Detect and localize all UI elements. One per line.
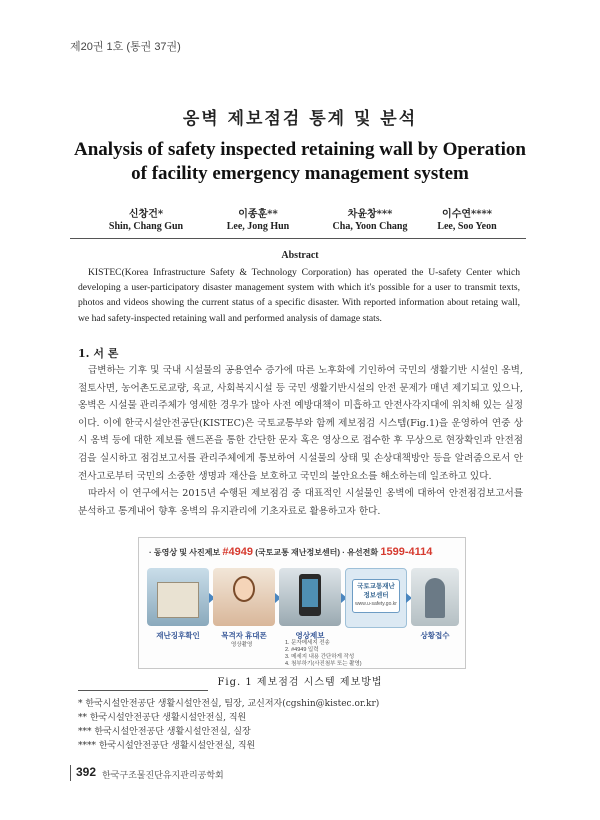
footnote: * 한국시설안전공단 생활시설안전실, 팀장, 교신저자(cgshin@kistec.or.kr) (78, 699, 380, 709)
author-1 (96, 205, 196, 232)
author-en: Shin, Chang Gun (108, 221, 184, 232)
building-image (147, 568, 209, 626)
figure-1 (138, 537, 466, 669)
author-2 (208, 205, 308, 232)
footnote: *** 한국시설안전공단 생활시설안전실, 실장 (78, 727, 251, 737)
paragraph: 따라서 이 연구에서는 2015년 수행된 제보점검 중 대표적인 시설물인 옹벽에 대하여 안전점검보고서를 분석하고 통계내어 향후 옹벽의 유지관리에 기초자료로 활용하고자 한다. (78, 488, 523, 517)
phone-image (279, 568, 341, 626)
author-ko: 이종훈** (238, 209, 278, 220)
building-icon (157, 582, 199, 618)
witness-image (213, 568, 275, 626)
figure-lead: · 동영상 및 사진제보 (149, 548, 221, 557)
figure-header-text (149, 546, 432, 558)
footer-bar (70, 765, 71, 781)
author-en: Cha, Yoon Chang (332, 221, 408, 232)
author-ko: 차윤창*** (347, 209, 393, 220)
author-en: Lee, Soo Yeon (437, 221, 497, 232)
inspector-image (411, 568, 459, 626)
figure-center-name: (국토교통 재난정보센터) (255, 548, 341, 557)
center-box (352, 579, 400, 613)
figure-label: 목격자 휴대폰 (221, 631, 267, 640)
inspector-icon (425, 578, 445, 618)
person-icon (233, 576, 255, 602)
journal-info: 제20권 1호 (통권 37권) (70, 41, 181, 53)
section-body (78, 362, 523, 520)
figure-caption: Fig. 1 제보점검 시스템 제보방법 (217, 677, 383, 688)
footnote: **** 한국시설안전공단 생활시설안전실, 직원 (78, 741, 256, 751)
author-en: Lee, Jong Hun (226, 221, 290, 232)
abstract-text: KISTEC(Korea Infrastructure Safety & Technology Corporation) has operated the U-safety Center which developing a user-participatory disaster management system with which it's possible for a user to transmit texts, photos and videos showing the current status of a specific disaster. With reported information about retaing wall, we had safety-inspected retaining wall and performed analysis of damage stats. (78, 267, 520, 324)
figure-phone-lead: · 유선전화 (342, 548, 379, 557)
title-divider (70, 238, 526, 239)
figure-step: 1. 문자메세지 전송 (285, 640, 330, 646)
korean-title: 옹벽 제보점검 통계 및 분석 (182, 109, 418, 129)
author-4 (412, 205, 522, 232)
footnotes (78, 697, 379, 753)
footnote-divider (78, 690, 208, 691)
center-panel (345, 568, 407, 628)
abstract-heading: Abstract (281, 250, 319, 261)
society-name: 한국구조물진단유지관리공학회 (102, 770, 224, 780)
section-heading: 1. 서 론 (78, 347, 119, 360)
center-line1: 국토교통재난 (357, 583, 395, 590)
footnote: ** 한국시설안전공단 생활시설안전실, 직원 (78, 713, 247, 723)
paragraph: 급변하는 기후 및 국내 시설물의 공용연수 증가에 따른 노후화에 기인하여 국민의 생활기반 시설인 옹벽, 절토사면, 농어촌도로교량, 육교, 사회복지시설 등 국민 생활기반시설의 안전 문제가 매년 제기되고 있으나, 옹벽은 시설물 관리주체가 영세한 경우가 많아 사전 예방대책이 미흡하고 안전사각지대에 위치해 있는 실정이다. 이에 한국시설안전공단(KISTEC)은 국토교통부와 함께 제보점검 시스템(Fig.1)을 운영하여 연중 상시 옹벽 등에 대한 제보를 핸드폰을 통한 간단한 문자 혹은 영상으로 접수한 후 무상으로 현장확인과 안전점검을 실시하고 점검보고서를 관리주체에게 통보하여 시설물의 상태 및 손상대책방안 등을 알려줌으로서 안전사고로부터 국민의 소중한 생명과 재산을 보호하고 국민의 불안요소를 해소하는데 일조하고 있다. (78, 365, 523, 482)
author-3 (320, 205, 420, 232)
figure-number: #4949 (222, 546, 253, 558)
center-url: www.u-safety.go.kr (355, 601, 397, 607)
phone-icon (299, 574, 321, 616)
figure-step: 3. 메세지 내용 간단하게 작성 (285, 654, 355, 660)
figure-step: 4. 첨부하기(사진첨부 또는 촬영) (285, 661, 362, 667)
figure-phone: 1599-4114 (380, 546, 433, 558)
figure-step: 2. #4949 입력 (285, 647, 319, 653)
figure-label: 영상제보 (295, 631, 325, 640)
author-ko: 이수연**** (442, 209, 492, 220)
figure-label: 재난징후확인 (156, 631, 200, 640)
figure-sub-photo: 영상촬영 (231, 642, 253, 648)
figure-label: 상황접수 (420, 631, 450, 640)
english-title: Analysis of safety inspected retaining wall by Operation of facility emergency management system (74, 139, 526, 184)
page-number: 392 (76, 765, 97, 779)
figure-steps (285, 640, 362, 668)
author-ko: 신창건* (128, 209, 164, 220)
center-line2: 정보센터 (363, 592, 389, 599)
